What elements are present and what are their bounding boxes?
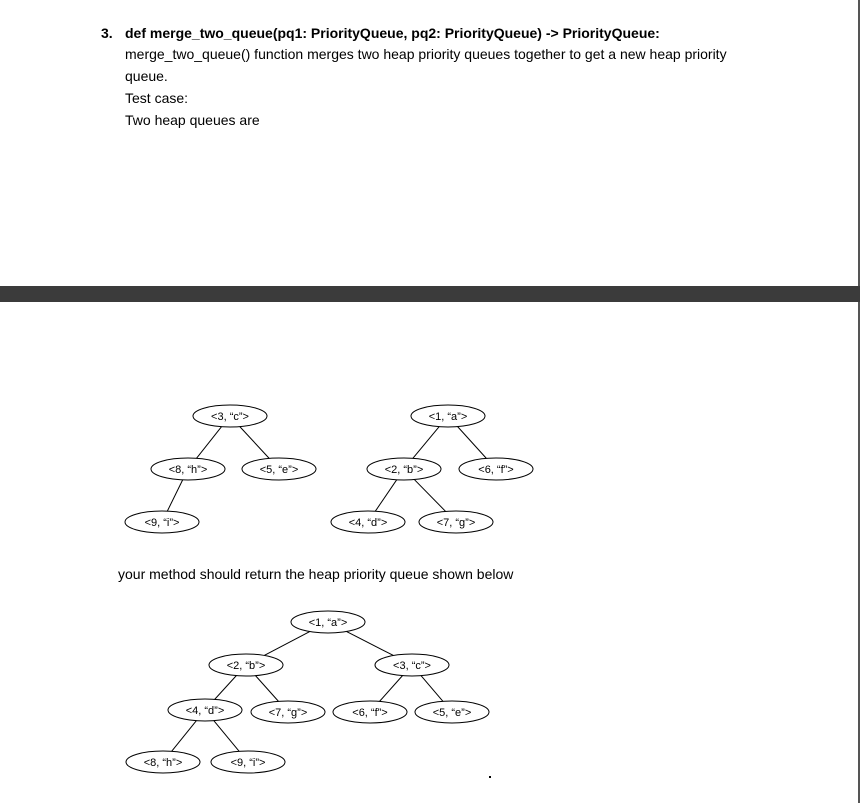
node-label: <2, “b”>: [384, 464, 424, 476]
question-number: 3.: [101, 25, 113, 41]
tree-edge: [380, 676, 403, 702]
node-label: <2, “b”>: [226, 660, 266, 672]
node-label: <8, “h”>: [168, 464, 208, 476]
tree-edge: [196, 427, 221, 459]
merged-heap-diagram: [126, 611, 489, 773]
node-label: <6, “f”>: [352, 707, 388, 719]
tree-node: [333, 701, 407, 723]
function-signature: def merge_two_queue(pq1: PriorityQueue, pq2: PriorityQueue) -> PriorityQueue:: [125, 25, 660, 41]
tree-edge: [414, 480, 445, 512]
node-label: <8, “h”>: [143, 757, 183, 769]
description-line-1: merge_two_queue() function merges two heap priority queues together to get a new heap priority: [125, 46, 727, 62]
tree-edge: [215, 676, 237, 700]
tree-edge: [347, 632, 394, 656]
node-label: <4, “d”>: [348, 517, 388, 529]
input-heap-2-diagram: [331, 405, 533, 533]
tree-node: [193, 405, 267, 427]
node-label: <9, “i”>: [144, 517, 180, 529]
tree-node: [125, 511, 199, 533]
tree-node: [209, 654, 283, 676]
tree-node: [151, 458, 225, 480]
node-label: <5, “e”>: [259, 464, 299, 476]
tree-node: [291, 611, 365, 633]
node-label: <9, “i”>: [230, 757, 266, 769]
tree-node: [242, 458, 316, 480]
tree-node: [375, 654, 449, 676]
tree-node: [126, 751, 200, 773]
tree-node: [459, 458, 533, 480]
tree-edge: [256, 676, 279, 702]
tree-node: [251, 701, 325, 723]
description-line-2: queue.: [125, 68, 168, 84]
tree-node: [168, 699, 242, 721]
node-label: <3, “c”>: [211, 411, 249, 423]
node-label: <3, “c”>: [393, 660, 431, 672]
node-label: <7, “g”>: [268, 707, 308, 719]
tree-node: [419, 511, 493, 533]
tree-edge: [167, 480, 182, 511]
tree-node: [415, 701, 489, 723]
tree-node: [367, 458, 441, 480]
node-label: <1, “a”>: [428, 411, 468, 423]
tree-edge: [240, 427, 269, 459]
tree-node: [331, 511, 405, 533]
node-label: <7, “g”>: [436, 517, 476, 529]
result-label: your method should return the heap priority queue shown below: [118, 566, 514, 582]
node-label: <6, “f”>: [478, 464, 514, 476]
node-label: <5, “e”>: [432, 707, 472, 719]
tree-node: [411, 405, 485, 427]
tree-edge: [214, 721, 239, 752]
input-heap-1-diagram: [125, 405, 316, 533]
stray-dot: [489, 776, 491, 778]
inputs-label: Two heap queues are: [125, 112, 260, 128]
tree-edge: [458, 427, 487, 459]
node-label: <1, “a”>: [308, 617, 348, 629]
tree-edge: [375, 480, 396, 511]
tree-edge: [421, 676, 443, 702]
tree-node: [211, 751, 285, 773]
test-case-label: Test case:: [125, 90, 189, 106]
tree-edge: [172, 721, 197, 752]
tree-edge: [413, 427, 439, 459]
node-label: <4, “d”>: [185, 705, 225, 717]
tree-edge: [264, 632, 310, 656]
